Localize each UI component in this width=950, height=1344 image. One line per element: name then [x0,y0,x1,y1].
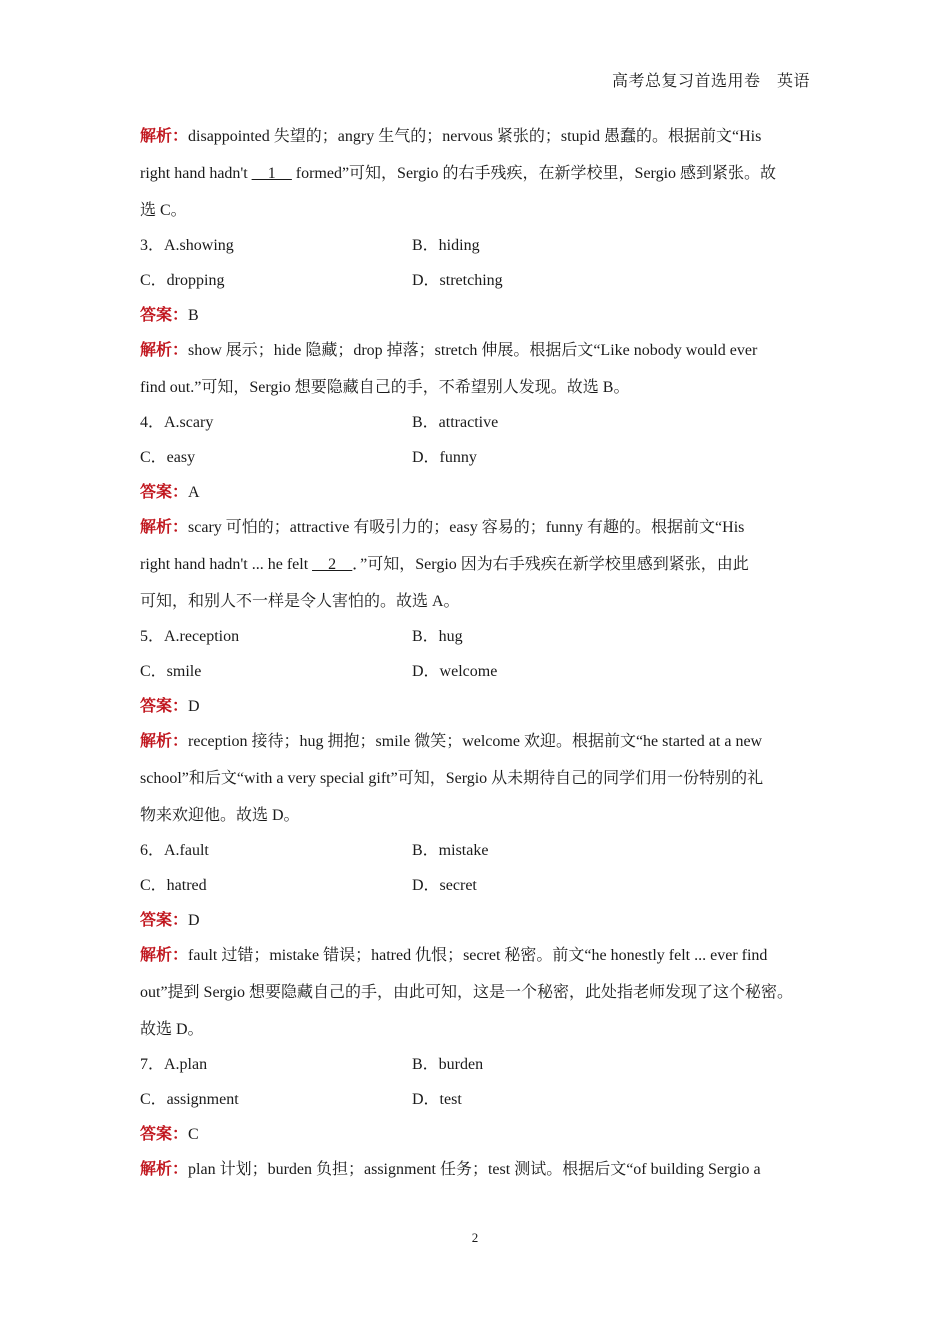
option-d: D．stretching [412,272,503,289]
answer-line [140,906,812,941]
analysis-line [140,513,812,550]
answer-line [140,301,812,336]
analysis-text: 可知，和别人不一样是令人害怕的。故选 A。 [140,593,460,610]
analysis-text: 物来欢迎他。故选 D。 [140,807,300,824]
answer-line [140,692,812,727]
document-body [140,122,812,1192]
option-row [140,1050,812,1085]
option-d: D．secret [412,877,477,894]
option-b: B．hug [412,628,463,645]
answer-line [140,1120,812,1155]
analysis-line [140,727,812,764]
option-row [140,443,812,478]
answer-label: 答案： [140,307,189,324]
answer-label: 答案： [140,484,189,501]
analysis-line [140,122,812,159]
analysis-label: 解析： [140,342,189,359]
analysis-label: 解析： [140,1161,189,1178]
option-d: D．test [412,1091,462,1108]
analysis-line [140,196,812,231]
analysis-text: disappointed 失望的；angry 生气的；nervous 紧张的；stupid 愚蠢的。根据前文“His [188,128,762,145]
option-c: C．hatred [140,877,207,894]
option-row [140,231,812,266]
option-b: B．attractive [412,414,499,431]
analysis-line [140,587,812,622]
analysis-text: right hand hadn't [140,165,252,182]
analysis-text: fault 过错；mistake 错误；hatred 仇恨；secret 秘密。前文“he honestly felt ... ever find [188,947,768,964]
answer-label: 答案： [140,1126,189,1143]
option-a: 4．A.scary [140,414,214,431]
analysis-line [140,978,812,1015]
answer-label: 答案： [140,698,189,715]
analysis-text: out”提到 Sergio 想要隐藏自己的手，由此可知，这是一个秘密，此处指老师发现了这个秘密。 [140,984,794,1001]
analysis-text: right hand hadn't ... he felt [140,556,313,573]
answer-value: D [188,912,200,929]
analysis-text: formed”可知，Sergio 的右手残疾，在新学校里，Sergio 感到紧张。故 [291,165,777,182]
option-b: B．mistake [412,842,489,859]
option-row [140,266,812,301]
page-header: 高考总复习首选用卷 英语 [611,73,810,90]
answer-value: A [188,484,200,501]
option-row [140,836,812,871]
option-c: C．assignment [140,1091,239,1108]
option-a: 7．A.plan [140,1056,208,1073]
blank-marker: __2__ [312,556,353,573]
option-c: C．dropping [140,272,225,289]
analysis-text: scary 可怕的；attractive 有吸引力的；easy 容易的；funny 有趣的。根据前文“His [188,519,745,536]
analysis-label: 解析： [140,128,189,145]
analysis-text: plan 计划；burden 负担；assignment 任务；test 测试。根据后文“of building Sergio a [188,1161,761,1178]
answer-value: D [188,698,200,715]
analysis-label: 解析： [140,947,189,964]
analysis-line [140,159,812,196]
analysis-label: 解析： [140,733,189,750]
analysis-line [140,336,812,373]
analysis-text: school”和后文“with a very special gift”可知，Sergio 从未期待自己的同学们用一份特别的礼 [140,770,764,787]
answer-label: 答案： [140,912,189,929]
option-row [140,622,812,657]
option-row [140,408,812,443]
analysis-line [140,764,812,801]
analysis-text: reception 接待；hug 拥抱；smile 微笑；welcome 欢迎。根据前文“he started at a new [188,733,763,750]
answer-line [140,478,812,513]
option-row [140,657,812,692]
option-b: B．burden [412,1056,484,1073]
option-c: C．easy [140,449,196,466]
analysis-text: 选 C。 [140,202,187,219]
option-row [140,1085,812,1120]
analysis-line [140,1015,812,1050]
option-a: 6．A.fault [140,842,209,859]
analysis-text: 故选 D。 [140,1021,204,1038]
option-c: C．smile [140,663,202,680]
analysis-line [140,1155,812,1192]
option-b: B．hiding [412,237,480,254]
option-d: D．funny [412,449,477,466]
analysis-text: ．”可知，Sergio 因为右手残疾在新学校里感到紧张，由此 [352,556,749,573]
blank-marker: __1__ [251,165,292,182]
option-a: 5．A.reception [140,628,240,645]
answer-value: B [188,307,199,324]
analysis-line [140,373,812,408]
analysis-text: show 展示；hide 隐藏；drop 掉落；stretch 伸展。根据后文“Like nobody would ever [188,342,758,359]
analysis-text: find out.”可知，Sergio 想要隐藏自己的手，不希望别人发现。故选 B。 [140,379,630,396]
analysis-line [140,941,812,978]
analysis-label: 解析： [140,519,189,536]
answer-value: C [188,1126,199,1143]
option-row [140,871,812,906]
analysis-line [140,801,812,836]
option-a: 3．A.showing [140,237,234,254]
page-number: 2 [471,1230,479,1245]
analysis-line [140,550,812,587]
option-d: D．welcome [412,663,498,680]
